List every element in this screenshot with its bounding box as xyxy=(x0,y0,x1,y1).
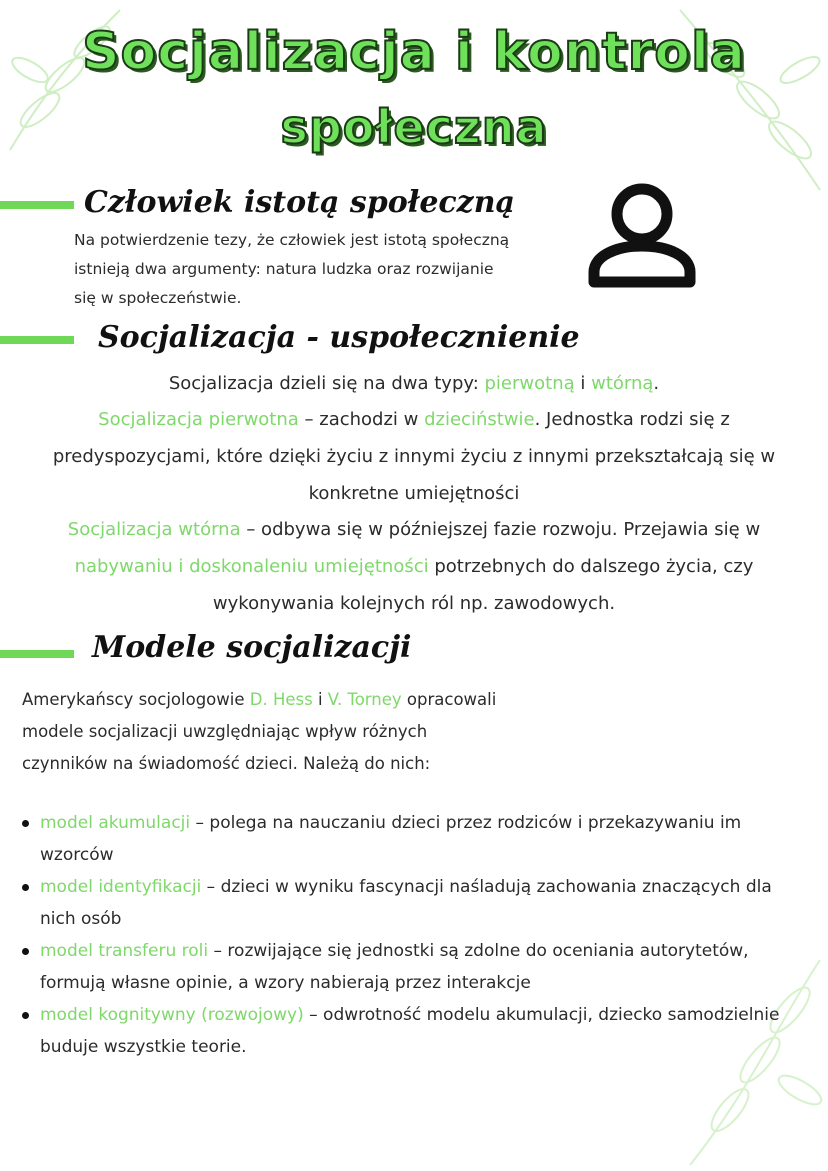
section-heading-socialization: Socjalizacja - uspołecznienie xyxy=(98,320,580,355)
text-line: istnieją dwa argumenty: natura ludzka oraz rozwijanie xyxy=(74,260,494,278)
secondary-line-2: nabywaniu i doskonaleniu umiejętności potrzebnych do dalszego życia, czy xyxy=(74,556,754,577)
list-item: model identyfikacji – dzieci w wyniku fascynacji naśladują zachowania znaczących dla nich osób xyxy=(22,871,812,935)
list-item: model akumulacji – polega na nauczaniu dzieci przez rodziców i przekazywaniu im wzorców xyxy=(22,807,812,871)
heading-accent-bar xyxy=(0,650,74,658)
page-title-line2: społeczna xyxy=(280,100,548,154)
primary-line-1: Socjalizacja pierwotna – zachodzi w dzieciństwie. Jednostka rodzi się z xyxy=(98,409,730,430)
highlight-term: D. Hess xyxy=(249,690,313,709)
secondary-line-3: wykonywania kolejnych ról np. zawodowych. xyxy=(212,593,616,614)
types-line: Socjalizacja dzieli się na dwa typy: pierwotną i wtórną. xyxy=(168,373,660,394)
heading-accent-bar xyxy=(0,201,74,209)
primary-line-3: konkretne umiejętności xyxy=(308,483,520,504)
section3-intro xyxy=(22,684,582,780)
text-line: Amerykańscy socjologowie D. Hess i V. Torney opracowali xyxy=(22,690,497,709)
highlight-term: Socjalizacja wtórna xyxy=(67,519,241,540)
heading-accent-bar xyxy=(0,336,74,344)
section-heading-models: Modele socjalizacji xyxy=(92,630,412,665)
primary-line-2: predyspozycjami, które dzięki życiu z innymi życiu z innymi przekształcają się w xyxy=(52,446,776,467)
section-heading-human: Człowiek istotą społeczną xyxy=(84,185,515,220)
text-line: Na potwierdzenie tezy, że człowiek jest istotą społeczną xyxy=(74,231,510,249)
text-line: się w społeczeństwie. xyxy=(74,289,242,307)
highlight-term: pierwotną xyxy=(484,373,575,394)
secondary-line-1: Socjalizacja wtórna – odbywa się w późniejszej fazie rozwoju. Przejawia się w xyxy=(67,519,761,540)
models-list xyxy=(22,807,812,1063)
section1-text xyxy=(74,226,574,313)
list-item: model kognitywny (rozwojowy) – odwrotność modelu akumulacji, dziecko samodzielnie buduje wszystkie teorie. xyxy=(22,999,812,1063)
highlight-term: dzieciństwie xyxy=(424,409,535,430)
text-line: czynników na świadomość dzieci. Należą do nich: xyxy=(22,754,431,773)
highlight-term: Socjalizacja pierwotna xyxy=(98,409,299,430)
list-item: model transferu roli – rozwijające się jednostki są zdolne do oceniania autorytetów, formują własne opinie, a wzory nabierają przez interakcje xyxy=(22,935,812,999)
model-term: model kognitywny (rozwojowy) xyxy=(40,1005,304,1025)
model-term: model akumulacji xyxy=(40,813,191,833)
page-title: Socjalizacja i kontrola xyxy=(82,22,746,82)
highlight-term: nabywaniu i doskonaleniu umiejętności xyxy=(74,556,429,577)
highlight-term: wtórną xyxy=(591,373,654,394)
highlight-term: V. Torney xyxy=(327,690,402,709)
model-term: model transferu roli xyxy=(40,941,209,961)
model-term: model identyfikacji xyxy=(40,877,202,897)
text-line: modele socjalizacji uwzględniając wpływ różnych xyxy=(22,722,428,741)
person-icon xyxy=(586,178,698,290)
